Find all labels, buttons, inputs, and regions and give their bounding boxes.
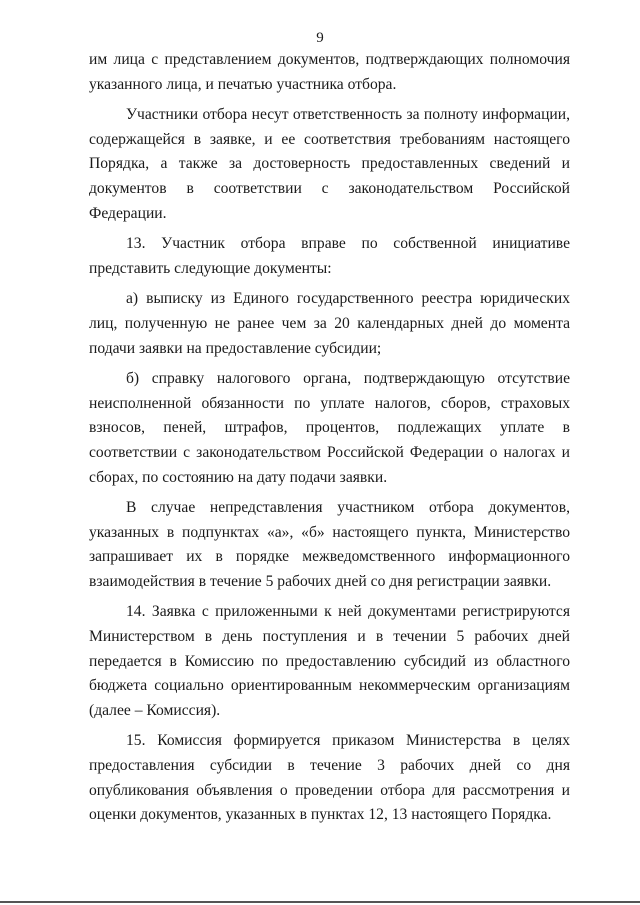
paragraph-subitem-b: б) справку налогового органа, подтверждающую отсутствие неисполненной обязанности по уплате налогов, сборов, страховых взносов, пеней, штрафов, процентов, подлежащих уплате в соответствии с законодательством Российской Федерации о налогах и сборах, по состоянию на дату подачи заявки.	[89, 370, 570, 486]
page-bottom-edge	[0, 901, 640, 903]
paragraph-subitem-a: а) выписку из Единого государственного реестра юридических лиц, полученную не ранее чем за 20 календарных дней до момента подачи заявки на предоставление субсидии;	[89, 290, 570, 357]
paragraph-nonsubmission: В случае непредставления участником отбора документов, указанных в подпунктах «а», «б» настоящего пункта, Министерство запрашивает их в порядке межведомственного информационного взаимодействия в течение 5 рабочих дней со дня регистрации заявки.	[89, 499, 570, 590]
paragraph-item-13: 13. Участник отбора вправе по собственной инициативе представить следующие документы:	[89, 235, 570, 277]
paragraph-continuation: им лица с представлением документов, подтверждающих полномочия указанного лица, и печатью участника отбора.	[89, 51, 570, 93]
document-body	[89, 48, 570, 828]
paragraph-item-14: 14. Заявка с приложенными к ней документами регистрируются Министерством в день поступления и в течении 5 рабочих дней передается в Комиссию по предоставлению субсидий из областного бюджета социально ориентированным некоммерческим организациям (далее – Комиссия).	[89, 603, 570, 719]
paragraph-responsibility: Участники отбора несут ответственность за полноту информации, содержащейся в заявке, и ее соответствия требованиям настоящего Порядка, а также за достоверность предоставленных сведений и документов в соответствии с законодательством Российской Федерации.	[89, 106, 570, 222]
page-number: 9	[316, 30, 324, 46]
paragraph-item-15: 15. Комиссия формируется приказом Министерства в целях предоставления субсидии в течение 3 рабочих дней со дня опубликования объявления о проведении отбора для рассмотрения и оценки документов, указанных в пунктах 12, 13 настоящего Порядка.	[89, 732, 570, 824]
